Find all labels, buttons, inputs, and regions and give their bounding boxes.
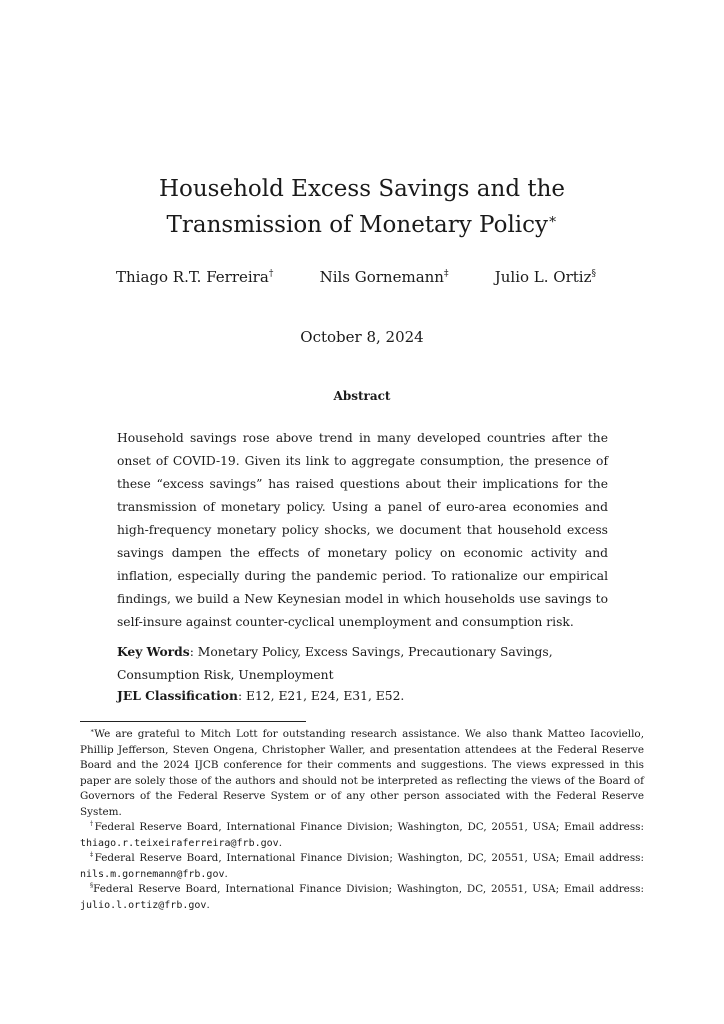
footnote-mark: † xyxy=(90,820,95,828)
author-gornemann xyxy=(320,268,449,286)
author-name: Nils Gornemann xyxy=(319,268,444,286)
title-footnote-mark: ∗ xyxy=(548,211,558,228)
footnotes xyxy=(80,727,644,913)
author-list xyxy=(116,268,596,286)
footnote-end: . xyxy=(206,898,210,911)
footnote-divider xyxy=(80,721,306,722)
keywords-label: Key Words xyxy=(117,644,190,659)
footnote-acknowledgments xyxy=(80,727,644,820)
footnote-ortiz xyxy=(80,882,644,913)
abstract-heading: Abstract xyxy=(333,389,391,403)
title-line-2 xyxy=(0,207,724,243)
author-ortiz xyxy=(495,268,596,286)
author-footnote-mark: § xyxy=(591,269,596,279)
footnote-text: Federal Reserve Board, International Finance Division; Washington, DC, 20551, USA; Email address: xyxy=(94,821,644,833)
jel-codes: : E12, E21, E24, E31, E52. xyxy=(237,689,405,703)
publication-date: October 8, 2024 xyxy=(300,328,424,346)
footnote-ferreira xyxy=(80,820,644,851)
author-name: Julio L. Ortiz xyxy=(494,268,592,286)
paper-title xyxy=(0,171,724,243)
footnote-text: We are grateful to Mitch Lott for outstanding research assistance. We also thank Matteo Iacoviello, Phillip Jefferson, Steven Ongena, Christopher Waller, and presentation attendees at the Federal Reserve Board and the 2024 IJCB conference for their comments and suggestions. The views expressed in this paper are solely those of the authors and should not be interpreted as reflecting the views of the Board of Governors of the Federal Reserve System or of any other person associated with the Federal Reserve System. xyxy=(80,728,644,818)
footnote-text: Federal Reserve Board, International Finance Division; Washington, DC, 20551, USA; Email address: xyxy=(93,883,644,895)
footnote-mark: ‡ xyxy=(90,851,95,859)
email-link[interactable]: nils.m.gornemann@frb.gov xyxy=(80,868,225,880)
abstract-body: Household savings rose above trend in many developed countries after the onset of COVID-19. Given its link to aggregate consumption, the presence of these “excess savings” has raised questions about their implications for the transmission of monetary policy. Using a panel of euro-area economies and high-frequency monetary policy shocks, we document that household excess savings dampen the effects of monetary policy on economic activity and inflation, especially during the pandemic period. To rationalize our empirical findings, we build a New Keynesian model in which households use savings to self-insure against counter-cyclical unemployment and consumption risk. xyxy=(117,431,608,629)
jel-classification xyxy=(117,684,608,708)
author-footnote-mark: † xyxy=(268,269,274,279)
footnote-mark: ∗ xyxy=(90,727,95,735)
footnote-end: . xyxy=(224,867,228,880)
email-link[interactable]: thiago.r.teixeiraferreira@frb.gov xyxy=(80,837,279,849)
keywords xyxy=(117,640,608,687)
author-name: Thiago R.T. Ferreira xyxy=(116,268,269,286)
keywords-text: : Monetary Policy, Excess Savings, Precautionary Savings, Consumption Risk, Unemployment xyxy=(117,645,553,682)
footnote-gornemann xyxy=(80,851,644,882)
jel-label: JEL Classification xyxy=(117,688,238,703)
title-line-2-text: Transmission of Monetary Policy xyxy=(166,212,549,238)
footnote-text: Federal Reserve Board, International Finance Division; Washington, DC, 20551, USA; Email address: xyxy=(94,852,644,864)
footnote-end: . xyxy=(278,836,282,849)
footnote-mark: § xyxy=(90,882,94,890)
author-ferreira xyxy=(116,268,273,286)
email-link[interactable]: julio.l.ortiz@frb.gov xyxy=(80,899,207,911)
title-line-1: Household Excess Savings and the xyxy=(158,176,566,202)
author-footnote-mark: ‡ xyxy=(443,269,449,279)
